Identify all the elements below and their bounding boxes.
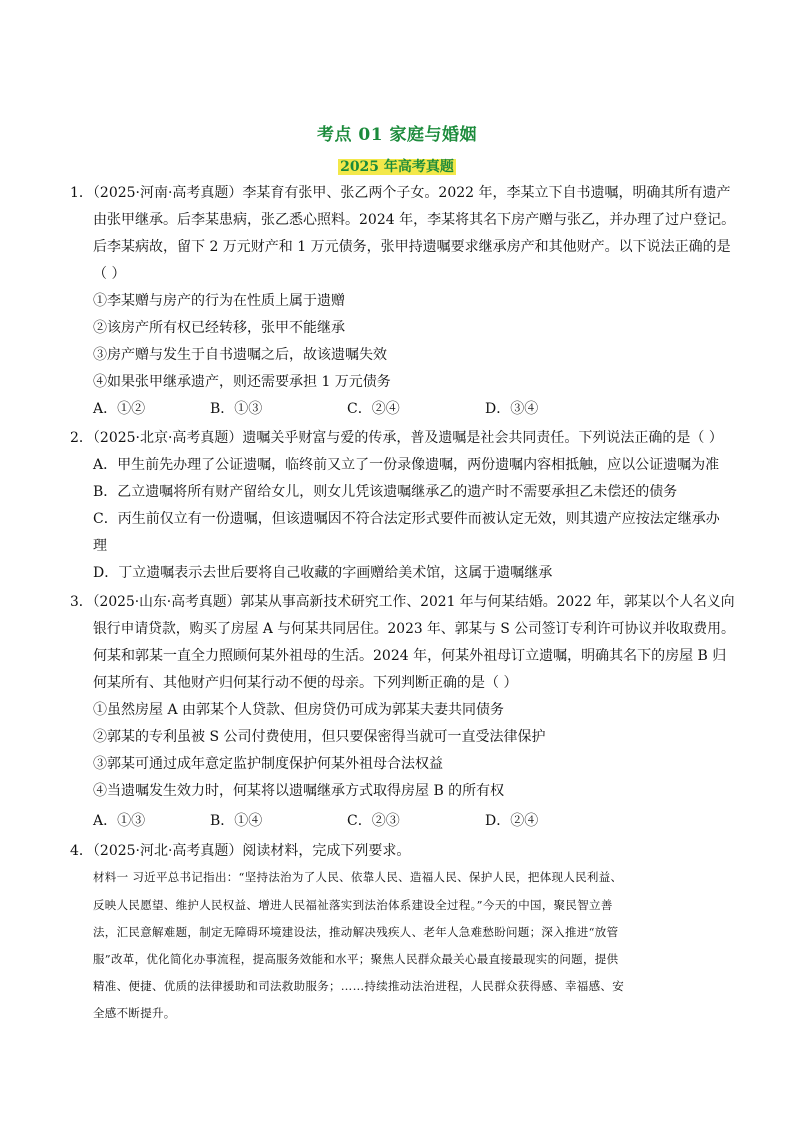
question-text-line: 后李某病故，留下 2 万元财产和 1 万元债务，张甲持遗嘱要求继承房产和其他财产。以下说法正确的是: [93, 239, 731, 255]
statement-item: ①李某赠与房产的行为在性质上属于遗赠: [93, 293, 345, 309]
option-a: A．①②: [93, 401, 146, 417]
subtitle-highlight: 2025 年高考真题: [340, 159, 454, 175]
question-text-line: 何某和郭某一直全力照顾何某外祖母的生活。2024 年，何某外祖母订立遗嘱，明确其名下的房屋 B 归: [93, 648, 727, 664]
material-line: 材料一 习近平总书记指出：“坚持法治为了人民、依靠人民、造福人民、保护人民，把体现人民利益、: [93, 870, 623, 884]
material-line: 服”改革，优化简化办事流程，提高服务效能和水平；聚焦人民群众最关心最直接最现实的问题，提供: [93, 952, 619, 966]
statement-item: ③郭某可通过成年意定监护制度保护何某外祖母合法权益: [93, 756, 443, 772]
statement-item: ④当遗嘱发生效力时，何某将以遗嘱继承方式取得房屋 B 的所有权: [93, 783, 505, 799]
statement-item: ③房产赠与发生于自书遗嘱之后，故该遗嘱失效: [93, 347, 387, 363]
option-b: B．乙立遗嘱将所有财产留给女儿，则女儿凭该遗嘱继承乙的遗产时不需要承担乙未偿还的债务: [93, 484, 678, 500]
question-text-line: 1．（2025·河南·高考真题）李某育有张甲、张乙两个子女。2022 年，李某立下自书遗嘱，明确其所有遗产: [70, 185, 731, 201]
option-c: C．②③: [347, 813, 400, 829]
material-line: 反映人民愿望、维护人民权益、增进人民福祉落实到法治体系建设全过程。”今天的中国，聚民智立善: [93, 898, 613, 912]
option-a: A．甲生前先办理了公证遗嘱，临终前又立了一份录像遗嘱，两份遗嘱内容相抵触，应以公证遗嘱为准: [93, 457, 720, 473]
material-line: 全感不断提升。: [93, 1006, 176, 1020]
option-d: D．丁立遗嘱表示去世后要将自己收藏的字画赠给美术馆，这属于遗嘱继承: [93, 565, 553, 581]
question-text-line: 由张甲继承。后李某患病，张乙悉心照料。2024 年，李某将其名下房产赠与张乙，并办理了过户登记。: [93, 212, 736, 228]
statement-item: ②该房产所有权已经转移，张甲不能继承: [93, 320, 345, 336]
option-a: A．①③: [93, 813, 146, 829]
statement-item: ②郭某的专利虽被 S 公司付费使用，但只要保密得当就可一直受法律保护: [93, 729, 546, 745]
option-b: B．①③: [210, 401, 263, 417]
statement-item: ④如果张甲继承遗产，则还需要承担 1 万元债务: [93, 374, 391, 390]
page-title: 考点 01 家庭与婚姻: [317, 125, 477, 145]
statement-item: ①虽然房屋 A 由郭某个人贷款、但房贷仍可成为郭某夫妻共同债务: [93, 702, 505, 718]
material-line: 法，汇民意解难题，制定无障碍环境建设法，推动解决残疾人、老年人急难愁盼问题；深入推进“放管: [93, 925, 619, 939]
question-text-line: 3．（2025·山东·高考真题）郭某从事高新技术研究工作、2021 年与何某结婚。2022 年，郭某以个人名义向: [70, 594, 735, 610]
option-d: D．③④: [485, 401, 539, 417]
question-text-line: 银行申请贷款，购买了房屋 A 与何某共同居住。2023 年、郭某与 S 公司签订专利许可协议并收取费用。: [93, 621, 735, 637]
option-c: C．②④: [347, 401, 400, 417]
answer-blank: （ ）: [93, 266, 126, 282]
option-b: B．①④: [210, 813, 263, 829]
option-c: C．丙生前仅立有一份遗嘱，但该遗嘱因不符合法定形式要件而被认定无效，则其遗产应按法定继承办: [93, 511, 720, 527]
material-line: 精准、便捷、优质的法律援助和司法救助服务；……持续推动法治进程，人民群众获得感、幸福感、安: [93, 979, 624, 993]
question-text-line: 2．（2025·北京·高考真题）遗嘱关乎财富与爱的传承，普及遗嘱是社会共同责任。下列说法正确的是（ ）: [70, 430, 723, 446]
question-text-line: 何某所有、其他财产归何某行动不便的母亲。下列判断正确的是（ ）: [93, 675, 518, 691]
option-c-continued: 理: [93, 538, 107, 554]
section-subtitle: [0, 156, 794, 176]
option-d: D．②④: [485, 813, 539, 829]
question-text-line: 4．（2025·河北·高考真题）阅读材料，完成下列要求。: [70, 843, 411, 859]
